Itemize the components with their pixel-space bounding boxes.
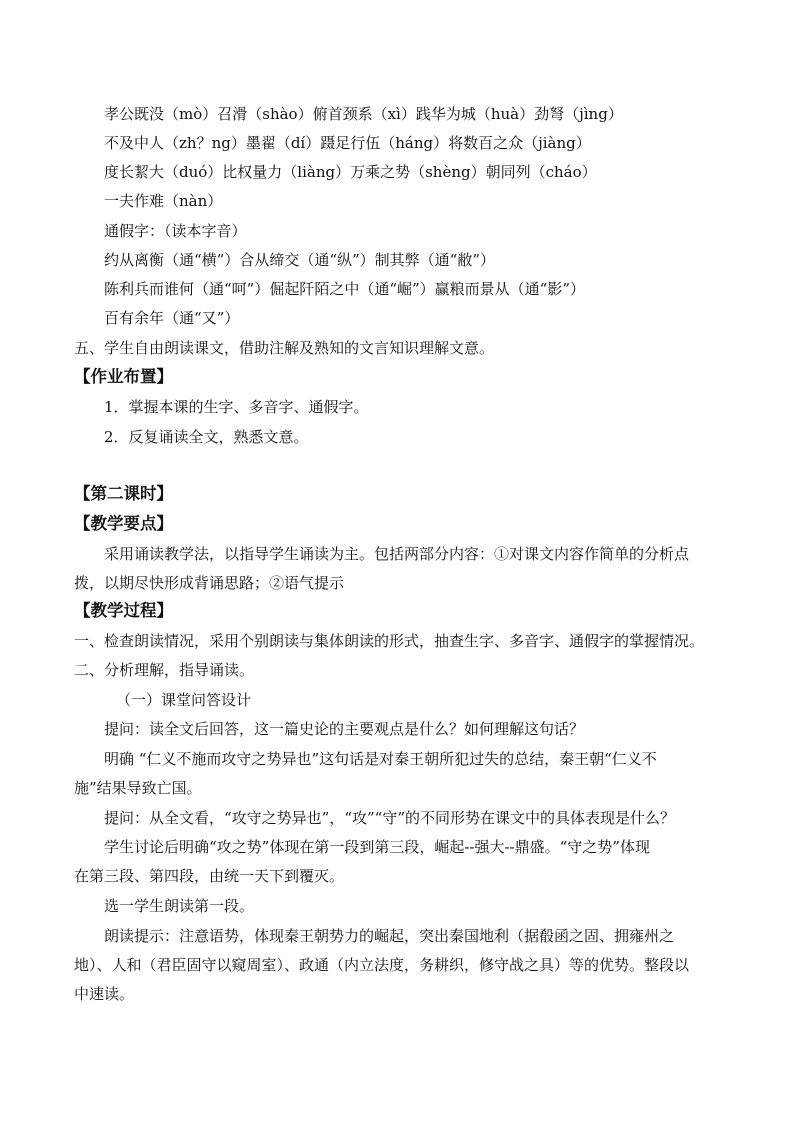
reading-tip-line-3: 中速读。	[74, 985, 135, 1003]
process-heading: 【教学过程】	[74, 601, 173, 620]
lesson-two-heading: 【第二课时】	[74, 484, 173, 503]
key-points-heading: 【教学要点】	[74, 514, 173, 533]
select-reader: 选一学生朗读第一段。	[104, 897, 255, 915]
qa-design-label: （一）课堂问答设计	[116, 691, 252, 709]
pinyin-line-4: 一夫作难（nàn）	[104, 192, 223, 210]
pinyin-line-1: 孝公既没（mò）召滑（shào）俯首颈系（xì）践华为城（huà）劲弩（jìng）	[104, 105, 623, 123]
reading-tip-line-2: 地）、人和（君臣固守以窥周室）、政通（内立法度，务耕织，修守战之具）等的优势。整段以	[74, 956, 690, 974]
process-step-1: 一、检查朗读情况，采用个别朗读与集体朗读的形式，抽查生字、多音字、通假字的掌握情况。	[74, 632, 705, 650]
tongjia-line-2: 陈利兵而谁何（通“呵”）倔起阡陌之中（通“崛”）赢粮而景从（通“影”）	[104, 280, 586, 298]
tongjia-title: 通假字：（读本字音）	[104, 222, 247, 240]
answer-2-line-2: 在第三段、第四段，由统一天下到覆灭。	[74, 867, 345, 885]
step-five: 五、学生自由朗读课文，借助注解及熟知的文言知识理解文意。	[74, 339, 495, 357]
answer-1-line-2: 施”结果导致亡国。	[74, 779, 202, 797]
key-points-line-1: 采用诵读教学法，以指导学生诵读为主。包括两部分内容：①对课文内容作简单的分析点	[104, 545, 690, 563]
tongjia-line-1: 约从离衡（通“横”）合从缔交（通“纵”）制其弊（通“敝”）	[104, 251, 496, 269]
key-points-line-2: 拨，以期尽快形成背诵思路；②语气提示	[74, 574, 345, 592]
question-2: 提问：从全文看，“攻守之势异也”，“攻”“守”的不同形势在课文中的具体表现是什么？	[104, 809, 676, 827]
homework-item-1: 1．掌握本课的生字、多音字、通假字。	[104, 398, 369, 416]
homework-heading: 【作业布置】	[74, 367, 173, 386]
tongjia-line-3: 百有余年（通“又”）	[104, 309, 240, 327]
reading-tip-line-1: 朗读提示：注意语势，体现秦王朝势力的崛起，突出秦国地利（据殽函之固、拥雍州之	[104, 927, 675, 945]
answer-1-line-1: 明确 “仁义不施而攻守之势异也”这句话是对秦王朝所犯过失的总结，秦王朝“仁义不	[104, 750, 657, 768]
question-1: 提问：读全文后回答，这一篇史论的主要观点是什么？如何理解这句话？	[104, 720, 585, 738]
pinyin-line-2: 不及中人（zh？ng）墨翟（dí）蹑足行伍（háng）将数百之众（jiàng）	[104, 134, 591, 152]
homework-item-2: 2．反复诵读全文，熟悉文意。	[104, 428, 309, 446]
pinyin-line-3: 度长絜大（duó）比权量力（liàng）万乘之势（shèng）朝同列（cháo）	[104, 163, 597, 181]
answer-2-line-1: 学生讨论后明确“攻之势”体现在第一段到第三段，崛起--强大--鼎盛。“守之势”体现	[104, 838, 650, 856]
process-step-2: 二、分析理解，指导诵读。	[74, 661, 255, 679]
